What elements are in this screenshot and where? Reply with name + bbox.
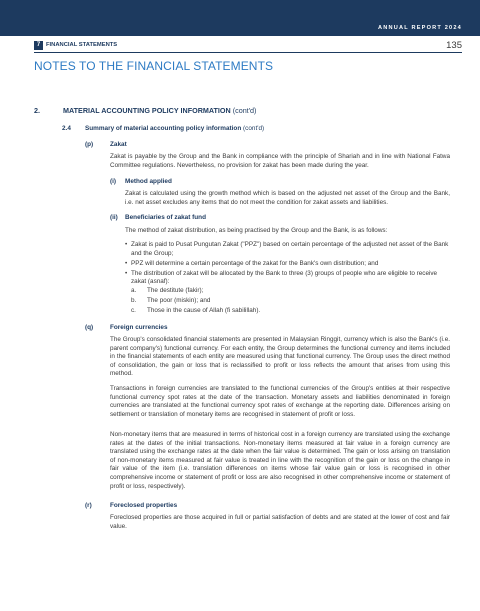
method-num: (i) — [110, 178, 117, 185]
zakat-num: (p) — [85, 141, 94, 148]
foreclosed-text: Foreclosed properties are those acquired in full or partial satisfaction of debts and are stated at the lower of cost and fair value. — [110, 514, 450, 530]
zakat-heading — [85, 141, 127, 148]
page-number: 135 — [446, 40, 462, 51]
note-title: MATERIAL ACCOUNTING POLICY INFORMATION — [63, 106, 231, 115]
foreclosed-label: Foreclosed properties — [110, 502, 178, 509]
subnote-heading — [62, 125, 264, 132]
method-text: Zakat is calculated using the growth method which is based on the adjusted net asset of the Group and the Bank, i.e. net asset excludes any items that do not meet the condition for zakat assets and liabilities. — [125, 190, 450, 206]
zakat-label: Zakat — [110, 141, 127, 148]
subnote-title: Summary of material accounting policy information — [85, 125, 242, 132]
beneficiaries-heading — [110, 214, 206, 221]
foreign-p3: Non-monetary items that are measured in terms of historical cost in a foreign currency are translated using the exchange rates at the dates of the initial transactions. Non-monetary items measured at fair value in a foreign currency are translated using the exchange rates at the date when the fair value is determined. The gain or loss arising on translation of non-monetary items measured at fair value is treated in line with the recognition of the gain or loss on the change in fair value of the item (i.e. translation differences on items whose fair value gain or loss is recognised in other comprehensive income or statement of profit or loss are also recognised in other comprehensive income or statement of profit or loss, respectively). — [110, 431, 450, 490]
report-title: ANNUAL REPORT 2024 — [378, 25, 462, 31]
asnaf-letter: a. — [131, 286, 137, 294]
section-label: FINANCIAL STATEMENTS — [46, 42, 118, 48]
foreclosed-heading — [85, 502, 177, 509]
subnote-cont: (cont'd) — [243, 125, 265, 132]
zakat-intro: Zakat is payable by the Group and the Bank in compliance with the principle of Shariah and in line with National Fatwa Committee regulations. Nevertheless, no provision for zakat has been made during the year. — [110, 153, 450, 169]
subnote-number: 2.4 — [62, 125, 71, 132]
beneficiaries-intro: The method of zakat distribution, as being practised by the Group and the Bank, is as follows: — [125, 227, 388, 234]
note-heading — [34, 106, 256, 115]
method-heading — [110, 178, 172, 185]
header-divider — [34, 52, 462, 53]
asnaf-text: The poor (miskin); and — [147, 296, 211, 304]
list-item: • PPZ will determine a certain percentage of the zakat for the Bank's own distribution; and — [125, 260, 450, 269]
foreign-p1: The Group's consolidated financial statements are presented in Malaysian Ringgit, currency which is also the Bank's (i.e. parent company's) functional currency. For each entity, the Group determines the functional currency and items included in the financial statements of each entity are measured using that functional currency. The Group uses the direct method of consolidation, the gain or loss that is reclassified to profit or loss reflects the amount that arises from using this method. — [110, 336, 450, 378]
asnaf-letter: b. — [131, 296, 137, 304]
foreign-heading — [85, 324, 168, 331]
asnaf-item — [131, 297, 450, 306]
note-number: 2. — [34, 106, 40, 115]
foreign-label: Foreign currencies — [110, 324, 168, 331]
list-item-text: The distribution of zakat will be allocated by the Bank to three (3) groups of people who are eligible to receive zakat (asnaf): — [131, 269, 438, 286]
note-cont: (cont'd) — [232, 106, 257, 115]
list-item: • Zakat is paid to Pusat Pungutan Zakat ("PPZ") based on certain percentage of the adjusted net asset of the Bank and the Group; — [125, 241, 450, 258]
section-number-badge: 7 — [34, 41, 43, 50]
page-title: NOTES TO THE FINANCIAL STATEMENTS — [34, 59, 274, 73]
asnaf-text: The destitute (fakir); — [147, 286, 204, 294]
asnaf-text: Those in the cause of Allah (fi sabilillah). — [147, 306, 261, 314]
list-item — [125, 270, 450, 315]
beneficiaries-list — [125, 241, 450, 317]
method-label: Method applied — [125, 178, 172, 185]
asnaf-letter: c. — [131, 306, 136, 314]
asnaf-item — [131, 287, 450, 296]
foreclosed-num: (r) — [85, 502, 92, 509]
beneficiaries-num: (ii) — [110, 214, 118, 221]
asnaf-item — [131, 307, 450, 316]
beneficiaries-label: Beneficiaries of zakat fund — [125, 214, 206, 221]
asnaf-list — [131, 287, 450, 315]
foreign-p2: Transactions in foreign currencies are translated to the functional currencies of the Group's entities at their respective functional currency spot rates at the date of the transaction. Monetary assets and liabilities denominated in foreign currencies are translated at the functional currency spot rates of exchange at the reporting date. Differences arising on settlement or translation of monetary items are recognised in statement of profit or loss. — [110, 385, 450, 418]
foreign-num: (q) — [85, 324, 94, 331]
